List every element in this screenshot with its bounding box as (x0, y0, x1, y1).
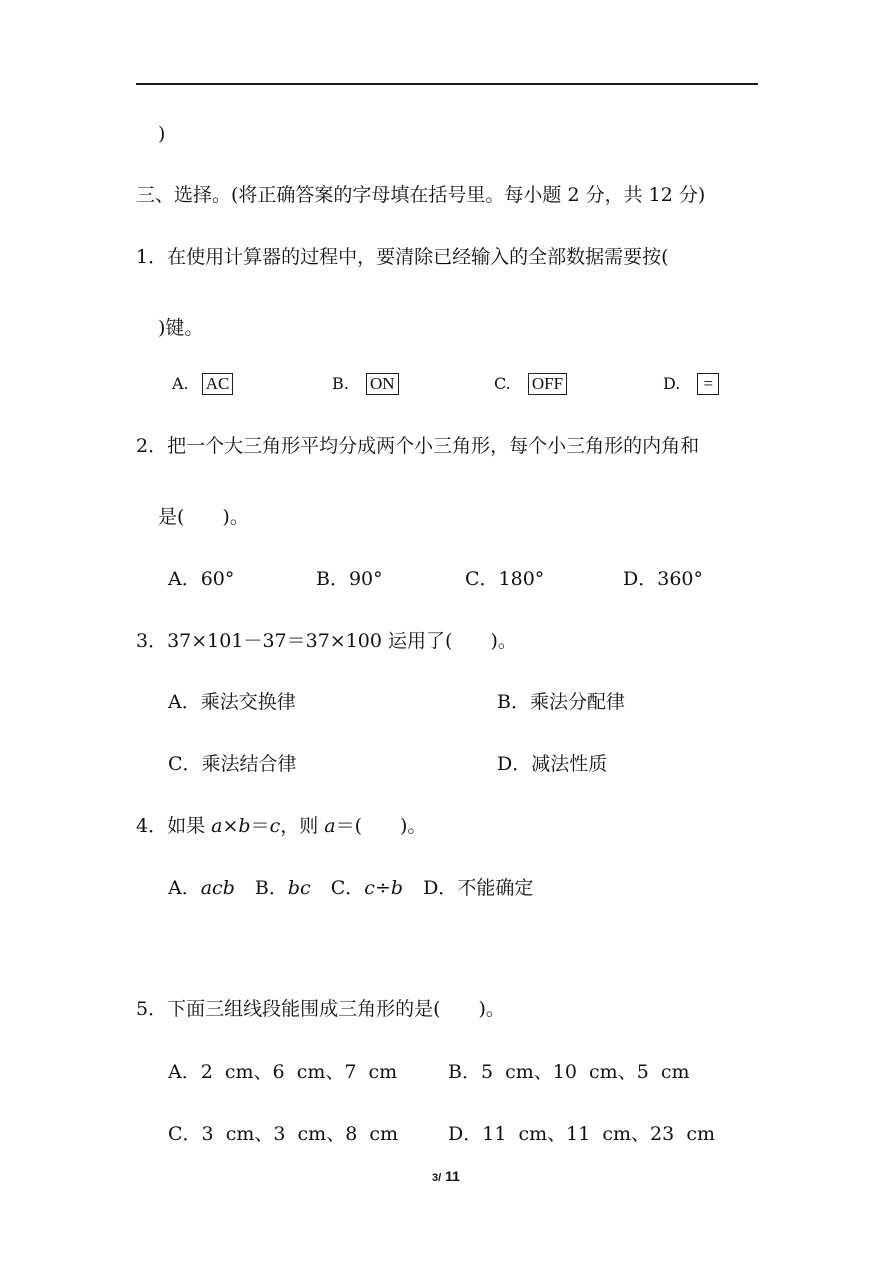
top-fragment: ) (158, 123, 166, 145)
q3-option-d: D．减法性质 (497, 753, 608, 775)
q3-option-b: B．乘法分配律 (497, 691, 625, 713)
q2-option-c: C．180° (465, 568, 545, 590)
q3-option-c: C．乘法结合律 (168, 753, 297, 775)
q1-option-b: B. ON (332, 372, 399, 396)
q5-option-b: B．5 cm、10 cm、5 cm (448, 1061, 690, 1083)
q5-option-a: A．2 cm、6 cm、7 cm (168, 1061, 398, 1083)
q2-option-d: D．360° (623, 568, 703, 590)
q2-line1: 2．把一个大三角形平均分成两个小三角形，每个小三角形的内角和 (136, 435, 700, 457)
q3-option-a: A．乘法交换律 (168, 691, 296, 713)
q2-line2: 是( )。 (158, 506, 249, 528)
q4-option-a: A．acb (168, 877, 235, 899)
q1-line2: )键。 (158, 317, 204, 339)
page-number: 3/ 11 (432, 1168, 460, 1184)
key-on: ON (366, 373, 399, 395)
q4-options (168, 876, 533, 900)
section-heading: 三、选择。(将正确答案的字母填在括号里。每小题 2 分，共 12 分) (136, 184, 706, 206)
q5-option-d: D．11 cm、11 cm、23 cm (448, 1123, 715, 1145)
q1-option-a: A. AC (172, 372, 233, 396)
q4-line1: 4．如果 a×b＝c，则 a＝( )。 (136, 815, 427, 837)
q4-option-b: B．bc (254, 877, 311, 899)
q2-option-b: B．90° (316, 568, 383, 590)
q2-option-a: A．60° (168, 568, 235, 590)
q5-line1: 5．下面三组线段能围成三角形的是( )。 (136, 998, 505, 1020)
q3-line1: 3．37×101－37＝37×100 运用了( )。 (136, 630, 517, 652)
q4-option-d: D．不能确定 (423, 877, 534, 899)
q1-line1: 1．在使用计算器的过程中，要清除已经输入的全部数据需要按( (136, 246, 669, 268)
key-off: OFF (528, 373, 567, 395)
key-equals: = (697, 373, 719, 395)
header-rule (136, 83, 758, 85)
q4-option-c: C．c÷b (330, 877, 404, 899)
q1-option-d: D. = (663, 372, 719, 396)
q1-option-c: C. OFF (494, 372, 567, 396)
q5-option-c: C．3 cm、3 cm、8 cm (168, 1123, 399, 1145)
key-ac: AC (202, 373, 234, 395)
